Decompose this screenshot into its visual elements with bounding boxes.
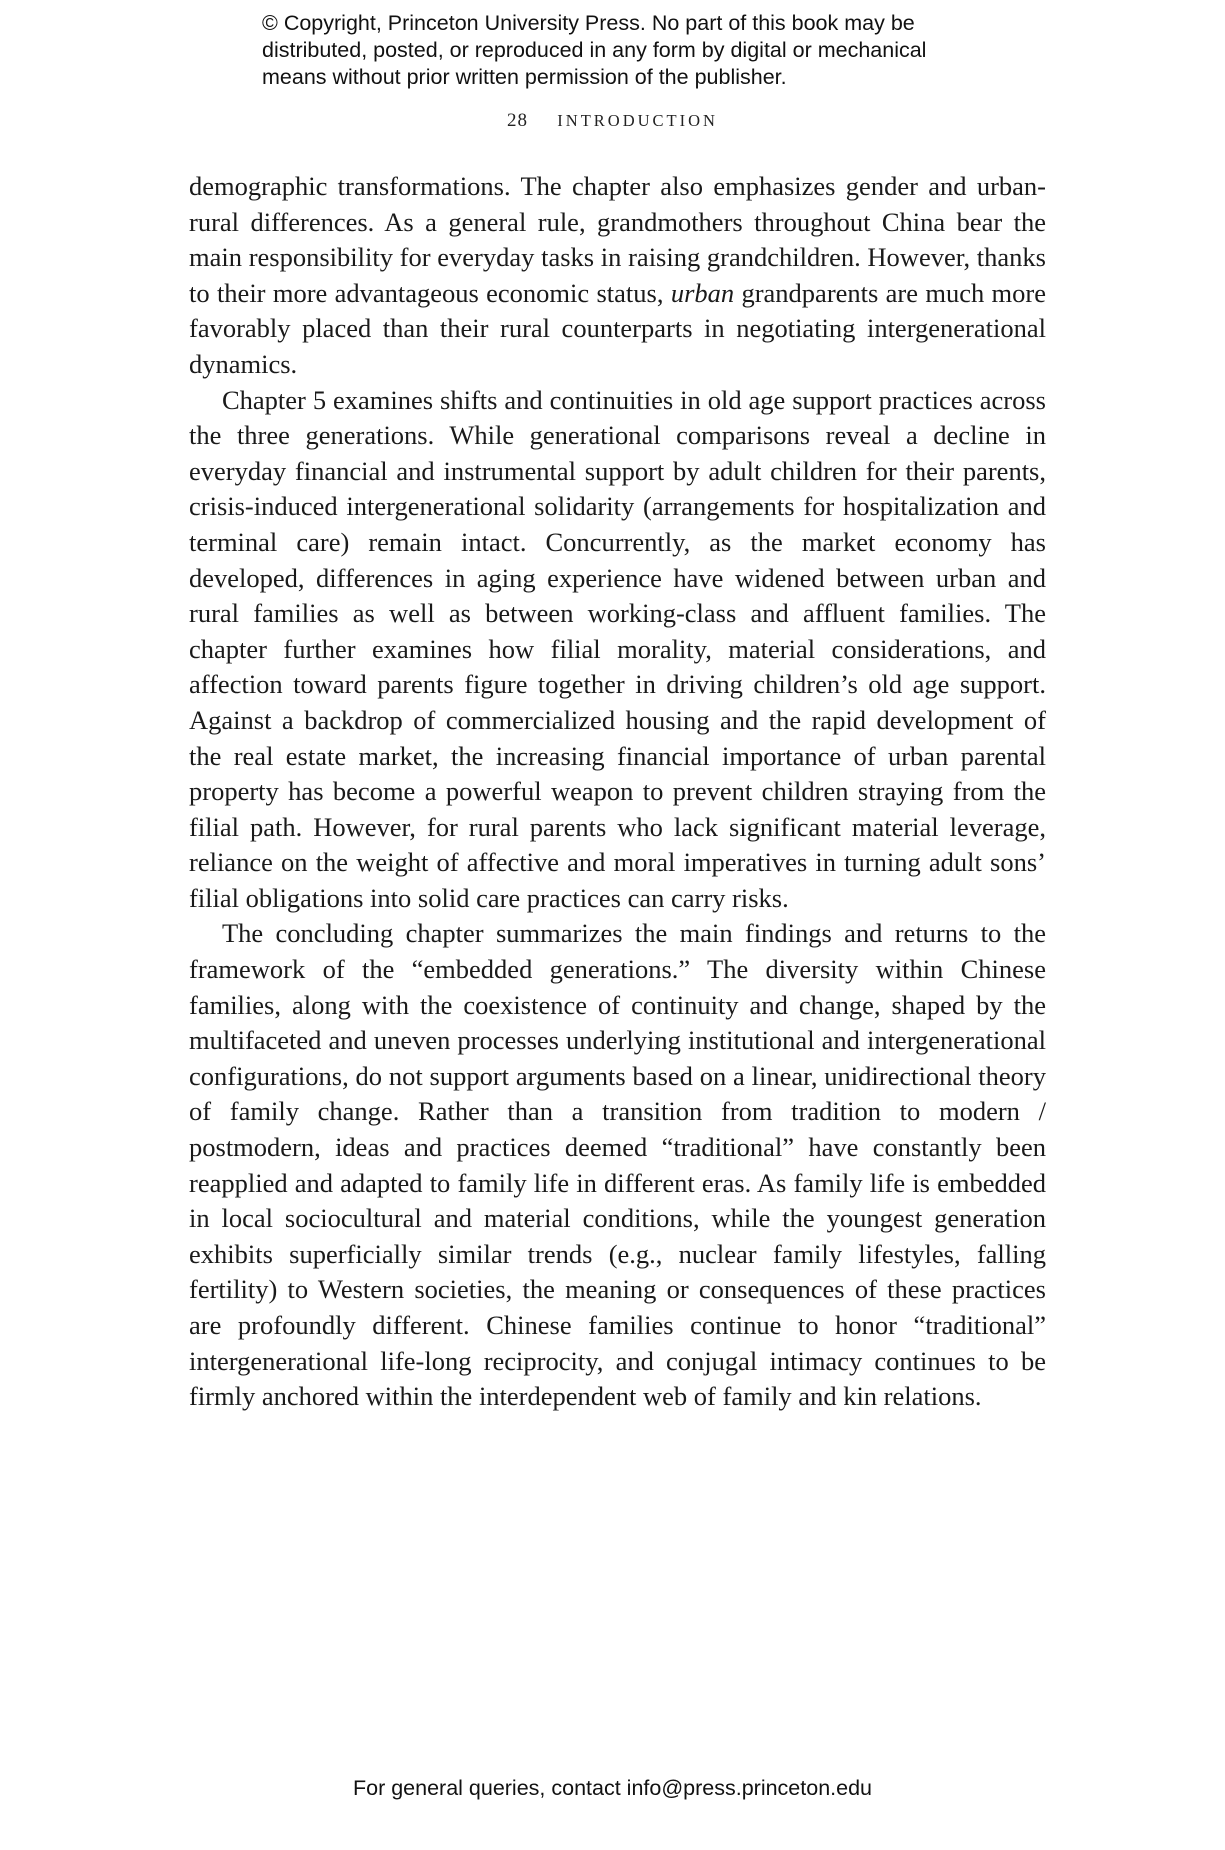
body-text (189, 169, 1046, 1415)
paragraph-1-text-a: demographic transformations. The chapter also emphasizes gender and urban-rural differences. As a general rule, grandmothers throughout China bear the main responsibility for everyday tasks in raising grandchildren. However, thanks to their more advantageous economic status, (189, 171, 1046, 308)
copyright-line-3: means without prior written permission of the publisher. (262, 65, 787, 89)
footer-email[interactable]: info@press.princeton.edu (626, 1776, 873, 1800)
running-head (0, 110, 1225, 132)
copyright-notice (262, 10, 982, 91)
paragraph-1-italic: urban (670, 277, 735, 308)
paragraph-3: The concluding chapter summarizes the main findings and returns to the framework of the “embedded generations.” The diversity within Chinese families, along with the coexistence of continuity and change, shaped by the multifaceted and uneven processes underlying institutional and intergenerational configurations, do not support arguments based on a linear, unidirectional theory of family change. Rather than a transition from tradition to modern / postmodern, ideas and practices deemed “traditional” have constantly been reapplied and adapted to family life in different eras. As family life is embedded in local sociocultural and material conditions, while the youngest generation exhibits superficially similar trends (e.g., nuclear family lifestyles, falling fertility) to Western societies, the meaning or consequences of these practices are profoundly different. Chinese families continue to honor “traditional” intergenerational life-long reciprocity, and conjugal intimacy continues to be firmly anchored within the interdependent web of family and kin relations. (189, 918, 1046, 1412)
section-title: INTRODUCTION (557, 111, 718, 130)
footer (0, 1776, 1225, 1801)
paragraph-1-text-b: grandparents are much more favorably placed than their rural counterparts in negotiating intergenerational dynamics. (189, 277, 1046, 379)
page-number: 28 (507, 110, 529, 131)
paragraph-1 (189, 169, 1046, 383)
paragraph-2: Chapter 5 examines shifts and continuities in old age support practices across the three generations. While generational comparisons reveal a decline in everyday financial and instrumental support by adult children for their parents, crisis-induced intergenerational solidarity (arrangements for hospitalization and terminal care) remain intact. Concurrently, as the market economy has developed, differences in aging experience have widened between urban and rural families as well as between working-class and affluent families. The chapter further examines how filial morality, material considerations, and affection toward parents figure together in driving children’s old age support. Against a backdrop of commercialized housing and the rapid development of the real estate market, the increasing financial importance of urban parental property has become a powerful weapon to prevent children straying from the filial path. However, for rural parents who lack significant material leverage, reliance on the weight of affective and moral imperatives in turning adult sons’ filial obligations into solid care practices can carry risks. (189, 384, 1046, 913)
copyright-line-1: © Copyright, Princeton University Press. No part of this book may be (262, 11, 915, 35)
footer-label: For general queries, contact (352, 1776, 621, 1800)
copyright-line-2: distributed, posted, or reproduced in any form by digital or mechanical (262, 38, 927, 62)
